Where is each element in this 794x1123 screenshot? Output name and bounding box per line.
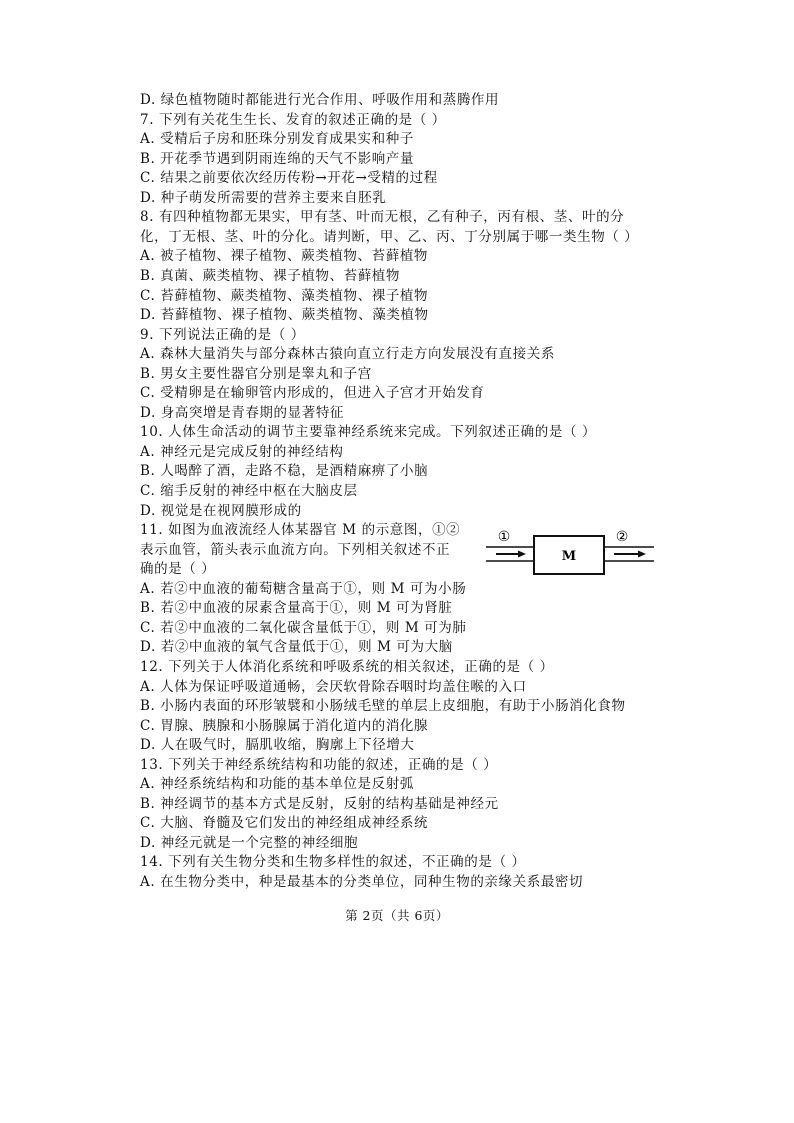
text-line: D. 神经元就是一个完整的神经细胞: [140, 834, 359, 851]
text-line: A. 若②中血液的葡萄糖含量高于①，则 M 可为小肠: [140, 580, 467, 597]
text-line: 14. 下列有关生物分类和生物多样性的叙述，不正确的是（ ）: [140, 854, 526, 871]
text-line: 化，丁无根、茎、叶的分化。请判断，甲、乙、丙、丁分别属于哪一类生物（ ）: [140, 228, 639, 245]
text-line: 13. 下列关于神经系统结构和功能的叙述，正确的是（ ）: [140, 756, 498, 773]
text-line: A. 神经元是完成反射的神经结构: [140, 443, 344, 460]
text-line: 表示血管，箭头表示血流方向。下列相关叙述不正: [140, 541, 451, 558]
text-line: D. 绿色植物随时都能进行光合作用、呼吸作用和蒸腾作用: [140, 92, 500, 108]
text-line: D. 视觉是在视网膜形成的: [140, 502, 302, 519]
text-line: B. 人喝醉了酒，走路不稳，是酒精麻痹了小脑: [140, 463, 429, 480]
vessel-2-label: ②: [615, 529, 629, 545]
text-line: A. 被子植物、裸子植物、蕨类植物、苔藓植物: [140, 248, 429, 265]
text-line: C. 胃腺、胰腺和小肠腺属于消化道内的消化腺: [140, 717, 429, 734]
text-line: 11. 如图为血液流经人体某器官 M 的示意图，①②: [140, 522, 461, 539]
text-line: A. 森林大量消失与部分森林古猿向直立行走方向发展没有直接关系: [140, 346, 555, 363]
text-line: A. 受精后子房和胚珠分别发育成果实和种子: [140, 131, 414, 148]
text-line: B. 男女主要性器官分别是睾丸和子宫: [140, 365, 372, 382]
text-line: C. 大脑、脊髓及它们发出的神经组成神经系统: [140, 815, 429, 832]
text-line: A. 人体为保证呼吸道通畅，会厌软骨除吞咽时均盖住喉的入口: [140, 678, 527, 695]
text-line: D. 若②中血液的氧气含量低于①，则 M 可为大脑: [140, 639, 453, 656]
text-line: B. 真菌、蕨类植物、裸子植物、苔藓植物: [140, 267, 401, 284]
text-line: B. 若②中血液的尿素含量高于①，则 M 可为肾脏: [140, 600, 453, 617]
text-line: B. 开花季节遇到阴雨连绵的天气不影响产量: [140, 150, 415, 167]
text-line: B. 小肠内表面的环形皱襞和小肠绒毛壁的单层上皮细胞，有助于小肠消化食物: [140, 698, 626, 715]
text-line: 确的是（ ）: [140, 561, 216, 578]
text-line: D. 身高突增是青春期的显著特征: [140, 404, 345, 421]
organ-m-label: M: [561, 549, 577, 564]
flow-arrowhead-2: [638, 551, 646, 558]
text-line: D. 苔藓植物、裸子植物、蕨类植物、藻类植物: [140, 307, 429, 324]
flow-arrowhead-1: [518, 551, 526, 558]
text-line: C. 受精卵是在输卵管内形成的，但进入子宫才开始发育: [140, 385, 485, 402]
text-line: A. 在生物分类中，种是最基本的分类单位，同种生物的亲缘关系最密切: [140, 874, 584, 890]
text-line: 10. 人体生命活动的调节主要靠神经系统来完成。下列叙述正确的是（ ）: [140, 424, 597, 441]
blood-flow-diagram: [482, 527, 658, 583]
text-line: C. 缩手反射的神经中枢在大脑皮层: [140, 483, 358, 499]
text-line: D. 种子萌发所需要的营养主要来自胚乳: [140, 189, 387, 206]
text-line: C. 苔藓植物、蕨类植物、藻类植物、裸子植物: [140, 287, 429, 304]
text-line: 9. 下列说法正确的是（ ）: [140, 326, 305, 343]
text-line: B. 神经调节的基本方式是反射，反射的结构基础是神经元: [140, 795, 499, 812]
page-footer: 第 2页（共 6页）: [345, 908, 449, 923]
vessel-1-label: ①: [497, 529, 511, 545]
text-line: 8. 有四种植物都无果实，甲有茎、叶而无根，乙有种子，丙有根、茎、叶的分: [140, 209, 625, 226]
text-line: 12. 下列关于人体消化系统和呼吸系统的相关叙述，正确的是（ ）: [140, 658, 554, 675]
text-line: 7. 下列有关花生生长、发育的叙述正确的是（ ）: [140, 111, 446, 128]
text-line: A. 神经系统结构和功能的基本单位是反射弧: [140, 776, 414, 793]
text-line: D. 人在吸气时，膈肌收缩，胸廓上下径增大: [140, 737, 415, 754]
text-line: C. 若②中血液的二氧化碳含量低于①，则 M 可为肺: [140, 619, 467, 636]
text-line: C. 结果之前要依次经历传粉→开花→受精的过程: [140, 170, 438, 187]
